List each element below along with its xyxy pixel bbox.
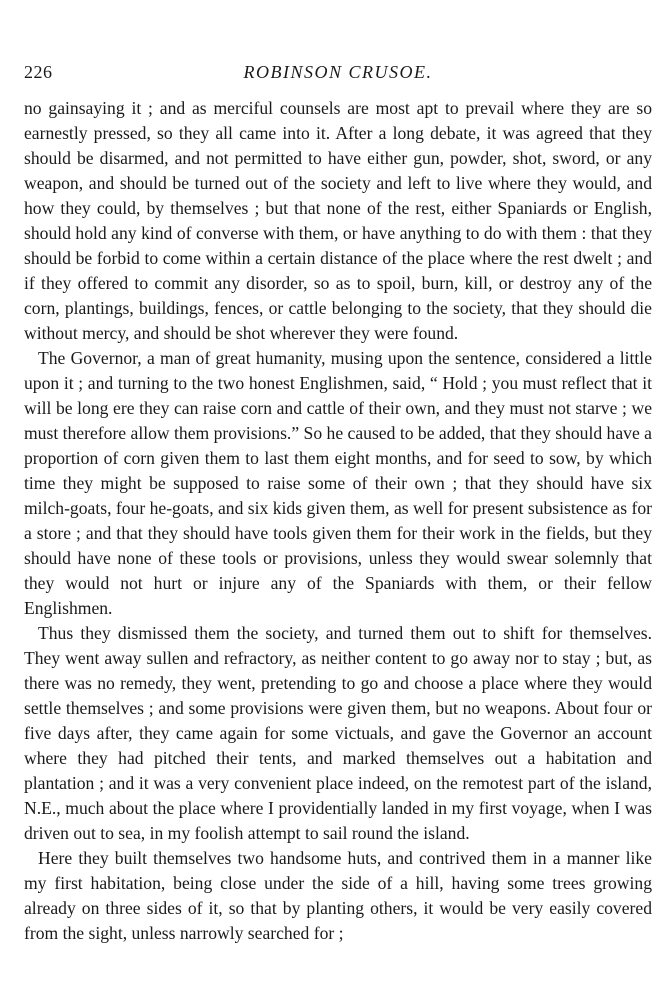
running-head (24, 62, 652, 90)
page-number: 226 (24, 62, 53, 82)
book-page (24, 62, 652, 946)
paragraph-continued: no gainsaying it ; and as merciful counsels are most apt to prevail where they are so earnestly pressed, so they all came into it. After a long debate, it was agreed that they should be disarmed, and not permitted to have either gun, powder, shot, sword, or any weapon, and should be turned out of the society and left to live where they would, and how they could, by themselves ; but that none of the rest, either Spaniards or English, should hold any kind of converse with them, or have anything to do with them : that they should be forbid to come within a certain distance of the place where the rest dwelt ; and if they offered to commit any disorder, so as to spoil, burn, kill, or destroy any of the corn, plantings, buildings, fences, or cattle belonging to the society, that they should die without mercy, and should be shot wherever they were found. (24, 98, 652, 343)
running-title: ROBINSON CRUSOE. (243, 62, 433, 82)
paragraph-huts: Here they built themselves two handsome huts, and contrived them in a manner like my first habitation, being close under the side of a hill, having some trees growing already on three sides of it, so that by planting others, it would be very easily covered from the sight, unless narrowly searched for ; (24, 848, 652, 943)
paragraph-governor: The Governor, a man of great humanity, musing upon the sentence, considered a little upon it ; and turning to the two honest Englishmen, said, “ Hold ; you must reflect that it will be long ere they can raise corn and cattle of their own, and they must not starve ; we must therefore allow them provisions.” So he caused to be added, that they should have a proportion of corn given them to last them eight months, and for seed to sow, by which time they might be supposed to raise some of their own ; that they should have six milch-goats, four he-goats, and six kids given them, as well for present subsistence as for a store ; and that they should have tools given them for their work in the fields, but they should have none of these tools or provisions, unless they would swear solemnly that they would not hurt or injure any of the Spaniards with them, or their fellow Englishmen. (24, 348, 652, 618)
paragraph-dismissal: Thus they dismissed them the society, and turned them out to shift for themselves. They went away sullen and refractory, as neither content to go away nor to stay ; but, as there was no remedy, they went, pretending to go and choose a place where they would settle themselves ; and some provisions were given them, but no weapons. About four or five days after, they came again for some victuals, and gave the Governor an account where they had pitched their tents, and marked themselves out a habitation and plantation ; and it was a very convenient place indeed, on the remotest part of the island, N.E., much about the place where I providentially landed in my first voyage, when I was driven out to sea, in my foolish attempt to sail round the island. (24, 623, 652, 843)
body-text (24, 96, 652, 946)
